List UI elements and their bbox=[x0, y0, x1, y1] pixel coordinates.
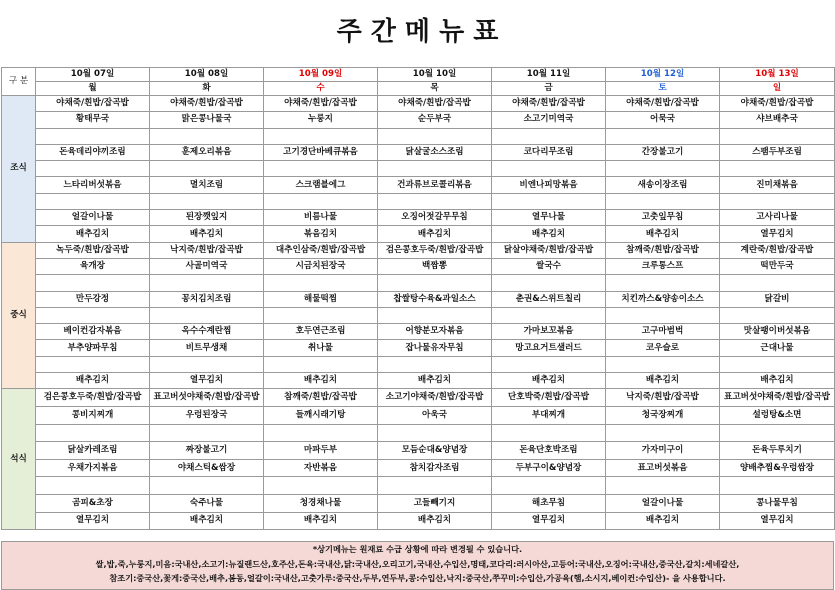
menu-cell: 배추김치 bbox=[264, 373, 378, 389]
menu-cell bbox=[264, 161, 378, 177]
menu-cell bbox=[150, 128, 264, 144]
menu-cell: 검은콩호두죽/흰밥/잡곡밥 bbox=[36, 389, 150, 407]
gubun-header: 구 분 bbox=[2, 68, 36, 96]
menu-cell: 참치감자조림 bbox=[378, 459, 492, 477]
menu-cell: 망고요거트샐러드 bbox=[492, 340, 606, 356]
menu-cell: 스크램블에그 bbox=[264, 177, 378, 193]
menu-cell: 배추김치 bbox=[606, 373, 720, 389]
menu-cell: 된장깻잎지 bbox=[150, 210, 264, 226]
menu-cell: 자반볶음 bbox=[264, 459, 378, 477]
menu-cell: 열무김치 bbox=[720, 226, 835, 242]
menu-cell: 잡나물유자무침 bbox=[378, 340, 492, 356]
menu-cell: 치킨까스&양송이소스 bbox=[606, 291, 720, 307]
menu-cell: 볶음김치 bbox=[264, 226, 378, 242]
meal-label: 조식 bbox=[2, 96, 36, 243]
menu-cell bbox=[606, 356, 720, 372]
menu-cell bbox=[36, 128, 150, 144]
weekday-header: 수 bbox=[264, 82, 378, 96]
menu-cell: 청국장찌개 bbox=[606, 406, 720, 424]
menu-cell: 만두강정 bbox=[36, 291, 150, 307]
menu-cell: 찹쌀탕수육&과일소스 bbox=[378, 291, 492, 307]
menu-cell bbox=[492, 307, 606, 323]
menu-cell bbox=[606, 128, 720, 144]
menu-cell: 샤브배추국 bbox=[720, 112, 835, 128]
menu-cell: 간장불고기 bbox=[606, 144, 720, 160]
menu-cell: 곰피&초장 bbox=[36, 494, 150, 512]
menu-cell: 설렁탕&소면 bbox=[720, 406, 835, 424]
date-header: 10월 12일 bbox=[606, 68, 720, 82]
menu-cell: 고춧잎무침 bbox=[606, 210, 720, 226]
menu-row bbox=[2, 356, 835, 372]
menu-cell bbox=[150, 193, 264, 209]
menu-cell bbox=[606, 161, 720, 177]
menu-cell: 두부구이&양념장 bbox=[492, 459, 606, 477]
menu-cell bbox=[720, 477, 835, 495]
menu-cell bbox=[36, 193, 150, 209]
weekday-header: 월 bbox=[36, 82, 150, 96]
menu-cell bbox=[378, 275, 492, 291]
menu-cell: 꽁치김치조림 bbox=[150, 291, 264, 307]
menu-cell: 고들빼기지 bbox=[378, 494, 492, 512]
menu-cell: 배추김치 bbox=[36, 226, 150, 242]
menu-row bbox=[2, 210, 835, 226]
menu-cell bbox=[264, 193, 378, 209]
menu-cell: 배추김치 bbox=[606, 226, 720, 242]
menu-cell: 닭갈비 bbox=[720, 291, 835, 307]
origin-line-1: 쌀,밥,죽,누룽지,미음:국내산,소고기:뉴질랜드산,호주산,돈육:국내산,닭:국내산,오리고기,국내산,수입산,명태,코다리:러시아산,고등어:국내산,오징어:국내산,중국산,갈치:세네갈산, bbox=[95, 559, 740, 569]
menu-cell: 야채죽/흰밥/잡곡밥 bbox=[36, 96, 150, 112]
menu-cell: 비름나물 bbox=[264, 210, 378, 226]
menu-cell bbox=[264, 477, 378, 495]
menu-cell: 야채죽/흰밥/잡곡밥 bbox=[150, 96, 264, 112]
menu-row bbox=[2, 324, 835, 340]
menu-cell bbox=[720, 275, 835, 291]
menu-cell: 해초무침 bbox=[492, 494, 606, 512]
menu-cell: 스팸두부조림 bbox=[720, 144, 835, 160]
menu-cell: 야채죽/흰밥/잡곡밥 bbox=[264, 96, 378, 112]
menu-row bbox=[2, 424, 835, 442]
menu-row bbox=[2, 242, 835, 258]
menu-cell: 크루통스프 bbox=[606, 258, 720, 274]
menu-row bbox=[2, 307, 835, 323]
menu-cell bbox=[36, 275, 150, 291]
menu-cell: 짜장불고기 bbox=[150, 442, 264, 460]
menu-cell bbox=[150, 161, 264, 177]
menu-cell: 고기경단바베큐볶음 bbox=[264, 144, 378, 160]
menu-cell: 가마보꼬볶음 bbox=[492, 324, 606, 340]
menu-row bbox=[2, 193, 835, 209]
menu-row bbox=[2, 340, 835, 356]
menu-cell bbox=[150, 424, 264, 442]
menu-cell: 콩나물무침 bbox=[720, 494, 835, 512]
menu-cell: 사골미역국 bbox=[150, 258, 264, 274]
header-date-row bbox=[2, 68, 835, 82]
menu-cell bbox=[150, 356, 264, 372]
menu-row bbox=[2, 494, 835, 512]
menu-cell bbox=[150, 477, 264, 495]
menu-cell: 청경채나물 bbox=[264, 494, 378, 512]
menu-cell bbox=[36, 307, 150, 323]
menu-cell: 부추양파무침 bbox=[36, 340, 150, 356]
menu-cell: 해물떡찜 bbox=[264, 291, 378, 307]
menu-cell: 닭살야채죽/흰밥/잡곡밥 bbox=[492, 242, 606, 258]
menu-cell: 양배추찜&우렁쌈장 bbox=[720, 459, 835, 477]
menu-row bbox=[2, 389, 835, 407]
weekly-menu-table bbox=[1, 67, 835, 530]
menu-cell: 비엔나피망볶음 bbox=[492, 177, 606, 193]
menu-cell bbox=[264, 356, 378, 372]
meal-label: 석식 bbox=[2, 389, 36, 530]
menu-cell bbox=[150, 307, 264, 323]
menu-cell: 야채스틱&쌈장 bbox=[150, 459, 264, 477]
menu-cell bbox=[378, 356, 492, 372]
menu-cell bbox=[720, 193, 835, 209]
menu-cell bbox=[492, 128, 606, 144]
menu-cell: 단호박죽/흰밥/잡곡밥 bbox=[492, 389, 606, 407]
menu-cell: 열무김치 bbox=[720, 512, 835, 530]
menu-cell: 춘권&스위트칠리 bbox=[492, 291, 606, 307]
menu-cell: 야채죽/흰밥/잡곡밥 bbox=[378, 96, 492, 112]
menu-cell bbox=[720, 424, 835, 442]
menu-cell: 참깨죽/흰밥/잡곡밥 bbox=[606, 242, 720, 258]
menu-cell: 표고버섯야채죽/흰밥/잡곡밥 bbox=[150, 389, 264, 407]
menu-cell: 고사리나물 bbox=[720, 210, 835, 226]
menu-cell bbox=[720, 128, 835, 144]
menu-cell bbox=[378, 477, 492, 495]
menu-cell: 소고기미역국 bbox=[492, 112, 606, 128]
menu-cell bbox=[606, 275, 720, 291]
menu-row bbox=[2, 291, 835, 307]
menu-cell: 돈육두루치기 bbox=[720, 442, 835, 460]
menu-cell bbox=[606, 307, 720, 323]
menu-row bbox=[2, 112, 835, 128]
menu-cell: 배추김치 bbox=[378, 373, 492, 389]
menu-cell bbox=[264, 275, 378, 291]
menu-cell: 마파두부 bbox=[264, 442, 378, 460]
menu-cell: 계란죽/흰밥/잡곡밥 bbox=[720, 242, 835, 258]
menu-cell: 백짬뽕 bbox=[378, 258, 492, 274]
weekday-header: 일 bbox=[720, 82, 835, 96]
menu-cell: 맛살팽이버섯볶음 bbox=[720, 324, 835, 340]
menu-cell: 낙지죽/흰밥/잡곡밥 bbox=[150, 242, 264, 258]
menu-cell: 열무김치 bbox=[150, 373, 264, 389]
menu-row bbox=[2, 226, 835, 242]
menu-cell: 녹두죽/흰밥/잡곡밥 bbox=[36, 242, 150, 258]
menu-cell bbox=[36, 477, 150, 495]
menu-cell: 우렁된장국 bbox=[150, 406, 264, 424]
menu-cell bbox=[150, 275, 264, 291]
menu-cell: 얼갈이나물 bbox=[36, 210, 150, 226]
menu-cell: 열무김치 bbox=[36, 512, 150, 530]
menu-cell: 비트무생채 bbox=[150, 340, 264, 356]
menu-cell bbox=[378, 128, 492, 144]
menu-cell bbox=[492, 477, 606, 495]
menu-row bbox=[2, 177, 835, 193]
menu-cell: 열무나물 bbox=[492, 210, 606, 226]
weekday-header: 목 bbox=[378, 82, 492, 96]
change-notice: *상기메뉴는 원재료 수급 상황에 따라 변경될 수 있습니다. bbox=[312, 544, 523, 554]
menu-cell: 느타리버섯볶음 bbox=[36, 177, 150, 193]
menu-cell: 어향분모자볶음 bbox=[378, 324, 492, 340]
date-header: 10월 09일 bbox=[264, 68, 378, 82]
menu-cell: 배추김치 bbox=[150, 512, 264, 530]
menu-cell bbox=[264, 307, 378, 323]
menu-cell: 고구마범벅 bbox=[606, 324, 720, 340]
menu-cell: 배추김치 bbox=[378, 226, 492, 242]
menu-cell: 표고버섯야채죽/흰밥/잡곡밥 bbox=[720, 389, 835, 407]
menu-cell bbox=[720, 356, 835, 372]
menu-cell: 맑은콩나물국 bbox=[150, 112, 264, 128]
menu-cell bbox=[492, 161, 606, 177]
menu-cell: 검은콩호두죽/흰밥/잡곡밥 bbox=[378, 242, 492, 258]
date-header: 10월 11일 bbox=[492, 68, 606, 82]
menu-cell bbox=[606, 424, 720, 442]
menu-row bbox=[2, 459, 835, 477]
menu-cell: 코다리무조림 bbox=[492, 144, 606, 160]
menu-cell: 배추김치 bbox=[36, 373, 150, 389]
date-header: 10월 10일 bbox=[378, 68, 492, 82]
menu-cell: 베이컨감자볶음 bbox=[36, 324, 150, 340]
date-header: 10월 07일 bbox=[36, 68, 150, 82]
menu-cell: 가자미구이 bbox=[606, 442, 720, 460]
menu-row bbox=[2, 128, 835, 144]
menu-cell: 멸치조림 bbox=[150, 177, 264, 193]
menu-cell: 낙지죽/흰밥/잡곡밥 bbox=[606, 389, 720, 407]
menu-cell: 콩비지찌개 bbox=[36, 406, 150, 424]
menu-cell: 건과류브로콜리볶음 bbox=[378, 177, 492, 193]
menu-cell: 어묵국 bbox=[606, 112, 720, 128]
date-header: 10월 08일 bbox=[150, 68, 264, 82]
menu-cell: 배추김치 bbox=[378, 512, 492, 530]
menu-cell: 배추김치 bbox=[492, 226, 606, 242]
menu-row bbox=[2, 258, 835, 274]
menu-cell bbox=[492, 275, 606, 291]
menu-cell: 우채가지볶음 bbox=[36, 459, 150, 477]
menu-cell: 부대찌개 bbox=[492, 406, 606, 424]
weekday-header: 금 bbox=[492, 82, 606, 96]
menu-cell: 배추김치 bbox=[492, 373, 606, 389]
menu-cell bbox=[378, 424, 492, 442]
menu-cell: 옥수수계란찜 bbox=[150, 324, 264, 340]
menu-cell bbox=[720, 161, 835, 177]
weekday-header: 화 bbox=[150, 82, 264, 96]
menu-cell: 취나물 bbox=[264, 340, 378, 356]
menu-cell: 들깨시래기탕 bbox=[264, 406, 378, 424]
menu-cell: 배추김치 bbox=[606, 512, 720, 530]
menu-cell: 아욱국 bbox=[378, 406, 492, 424]
menu-cell: 호두연근조림 bbox=[264, 324, 378, 340]
menu-cell: 코우슬로 bbox=[606, 340, 720, 356]
menu-cell: 육개장 bbox=[36, 258, 150, 274]
menu-cell bbox=[378, 307, 492, 323]
menu-cell: 돈육단호박조림 bbox=[492, 442, 606, 460]
menu-cell: 순두부국 bbox=[378, 112, 492, 128]
menu-row bbox=[2, 373, 835, 389]
menu-cell: 돈육데리야끼조림 bbox=[36, 144, 150, 160]
menu-cell: 열무김치 bbox=[492, 512, 606, 530]
menu-cell bbox=[264, 128, 378, 144]
menu-cell: 훈제오리볶음 bbox=[150, 144, 264, 160]
menu-cell: 야채죽/흰밥/잡곡밥 bbox=[720, 96, 835, 112]
menu-cell bbox=[36, 356, 150, 372]
menu-cell bbox=[378, 161, 492, 177]
menu-cell: 진미채볶음 bbox=[720, 177, 835, 193]
header-weekday-row bbox=[2, 82, 835, 96]
menu-cell bbox=[492, 356, 606, 372]
menu-cell: 참깨죽/흰밥/잡곡밥 bbox=[264, 389, 378, 407]
menu-cell bbox=[492, 424, 606, 442]
menu-cell: 황태무국 bbox=[36, 112, 150, 128]
menu-cell: 근대나물 bbox=[720, 340, 835, 356]
menu-row bbox=[2, 477, 835, 495]
menu-cell bbox=[720, 307, 835, 323]
menu-cell: 오징어젓갈무무침 bbox=[378, 210, 492, 226]
menu-row bbox=[2, 406, 835, 424]
menu-cell: 야채죽/흰밥/잡곡밥 bbox=[606, 96, 720, 112]
menu-cell bbox=[378, 193, 492, 209]
menu-cell: 쌀국수 bbox=[492, 258, 606, 274]
menu-cell bbox=[606, 477, 720, 495]
menu-cell: 모듬순대&양념장 bbox=[378, 442, 492, 460]
menu-row bbox=[2, 512, 835, 530]
menu-cell: 떡만두국 bbox=[720, 258, 835, 274]
menu-cell bbox=[606, 193, 720, 209]
menu-row bbox=[2, 275, 835, 291]
menu-row bbox=[2, 144, 835, 160]
menu-cell: 누룽지 bbox=[264, 112, 378, 128]
menu-cell: 숙주나물 bbox=[150, 494, 264, 512]
menu-cell bbox=[36, 424, 150, 442]
menu-cell bbox=[492, 193, 606, 209]
footer-note bbox=[1, 541, 834, 590]
menu-row bbox=[2, 442, 835, 460]
menu-cell: 배추김치 bbox=[150, 226, 264, 242]
origin-line-2: 참조기:중국산,꽃게:중국산,배추,봄동,얼갈이:국내산,고춧가루:중국산,두부,연두부,콩:수입산,낙지:중국산,쭈꾸미:수입산,가공육(햄,소시지,베이컨:수입산)- 을 사용합니다. bbox=[109, 573, 726, 583]
meal-label: 중식 bbox=[2, 242, 36, 389]
menu-cell: 닭살카레조림 bbox=[36, 442, 150, 460]
menu-cell bbox=[36, 161, 150, 177]
date-header: 10월 13일 bbox=[720, 68, 835, 82]
menu-cell bbox=[264, 424, 378, 442]
menu-cell: 시금치된장국 bbox=[264, 258, 378, 274]
menu-cell: 닭살굴소스조림 bbox=[378, 144, 492, 160]
menu-cell: 표고버섯볶음 bbox=[606, 459, 720, 477]
page-title: 주 간 메 뉴 표 bbox=[336, 16, 499, 47]
menu-cell: 배추김치 bbox=[720, 373, 835, 389]
menu-cell: 대추인삼죽/흰밥/잡곡밥 bbox=[264, 242, 378, 258]
menu-row bbox=[2, 161, 835, 177]
weekday-header: 토 bbox=[606, 82, 720, 96]
menu-cell: 얼갈이나물 bbox=[606, 494, 720, 512]
menu-cell: 소고기야채죽/흰밥/잡곡밥 bbox=[378, 389, 492, 407]
menu-cell: 새송이장조림 bbox=[606, 177, 720, 193]
menu-cell: 배추김치 bbox=[264, 512, 378, 530]
menu-cell: 야채죽/흰밥/잡곡밥 bbox=[492, 96, 606, 112]
menu-row bbox=[2, 96, 835, 112]
